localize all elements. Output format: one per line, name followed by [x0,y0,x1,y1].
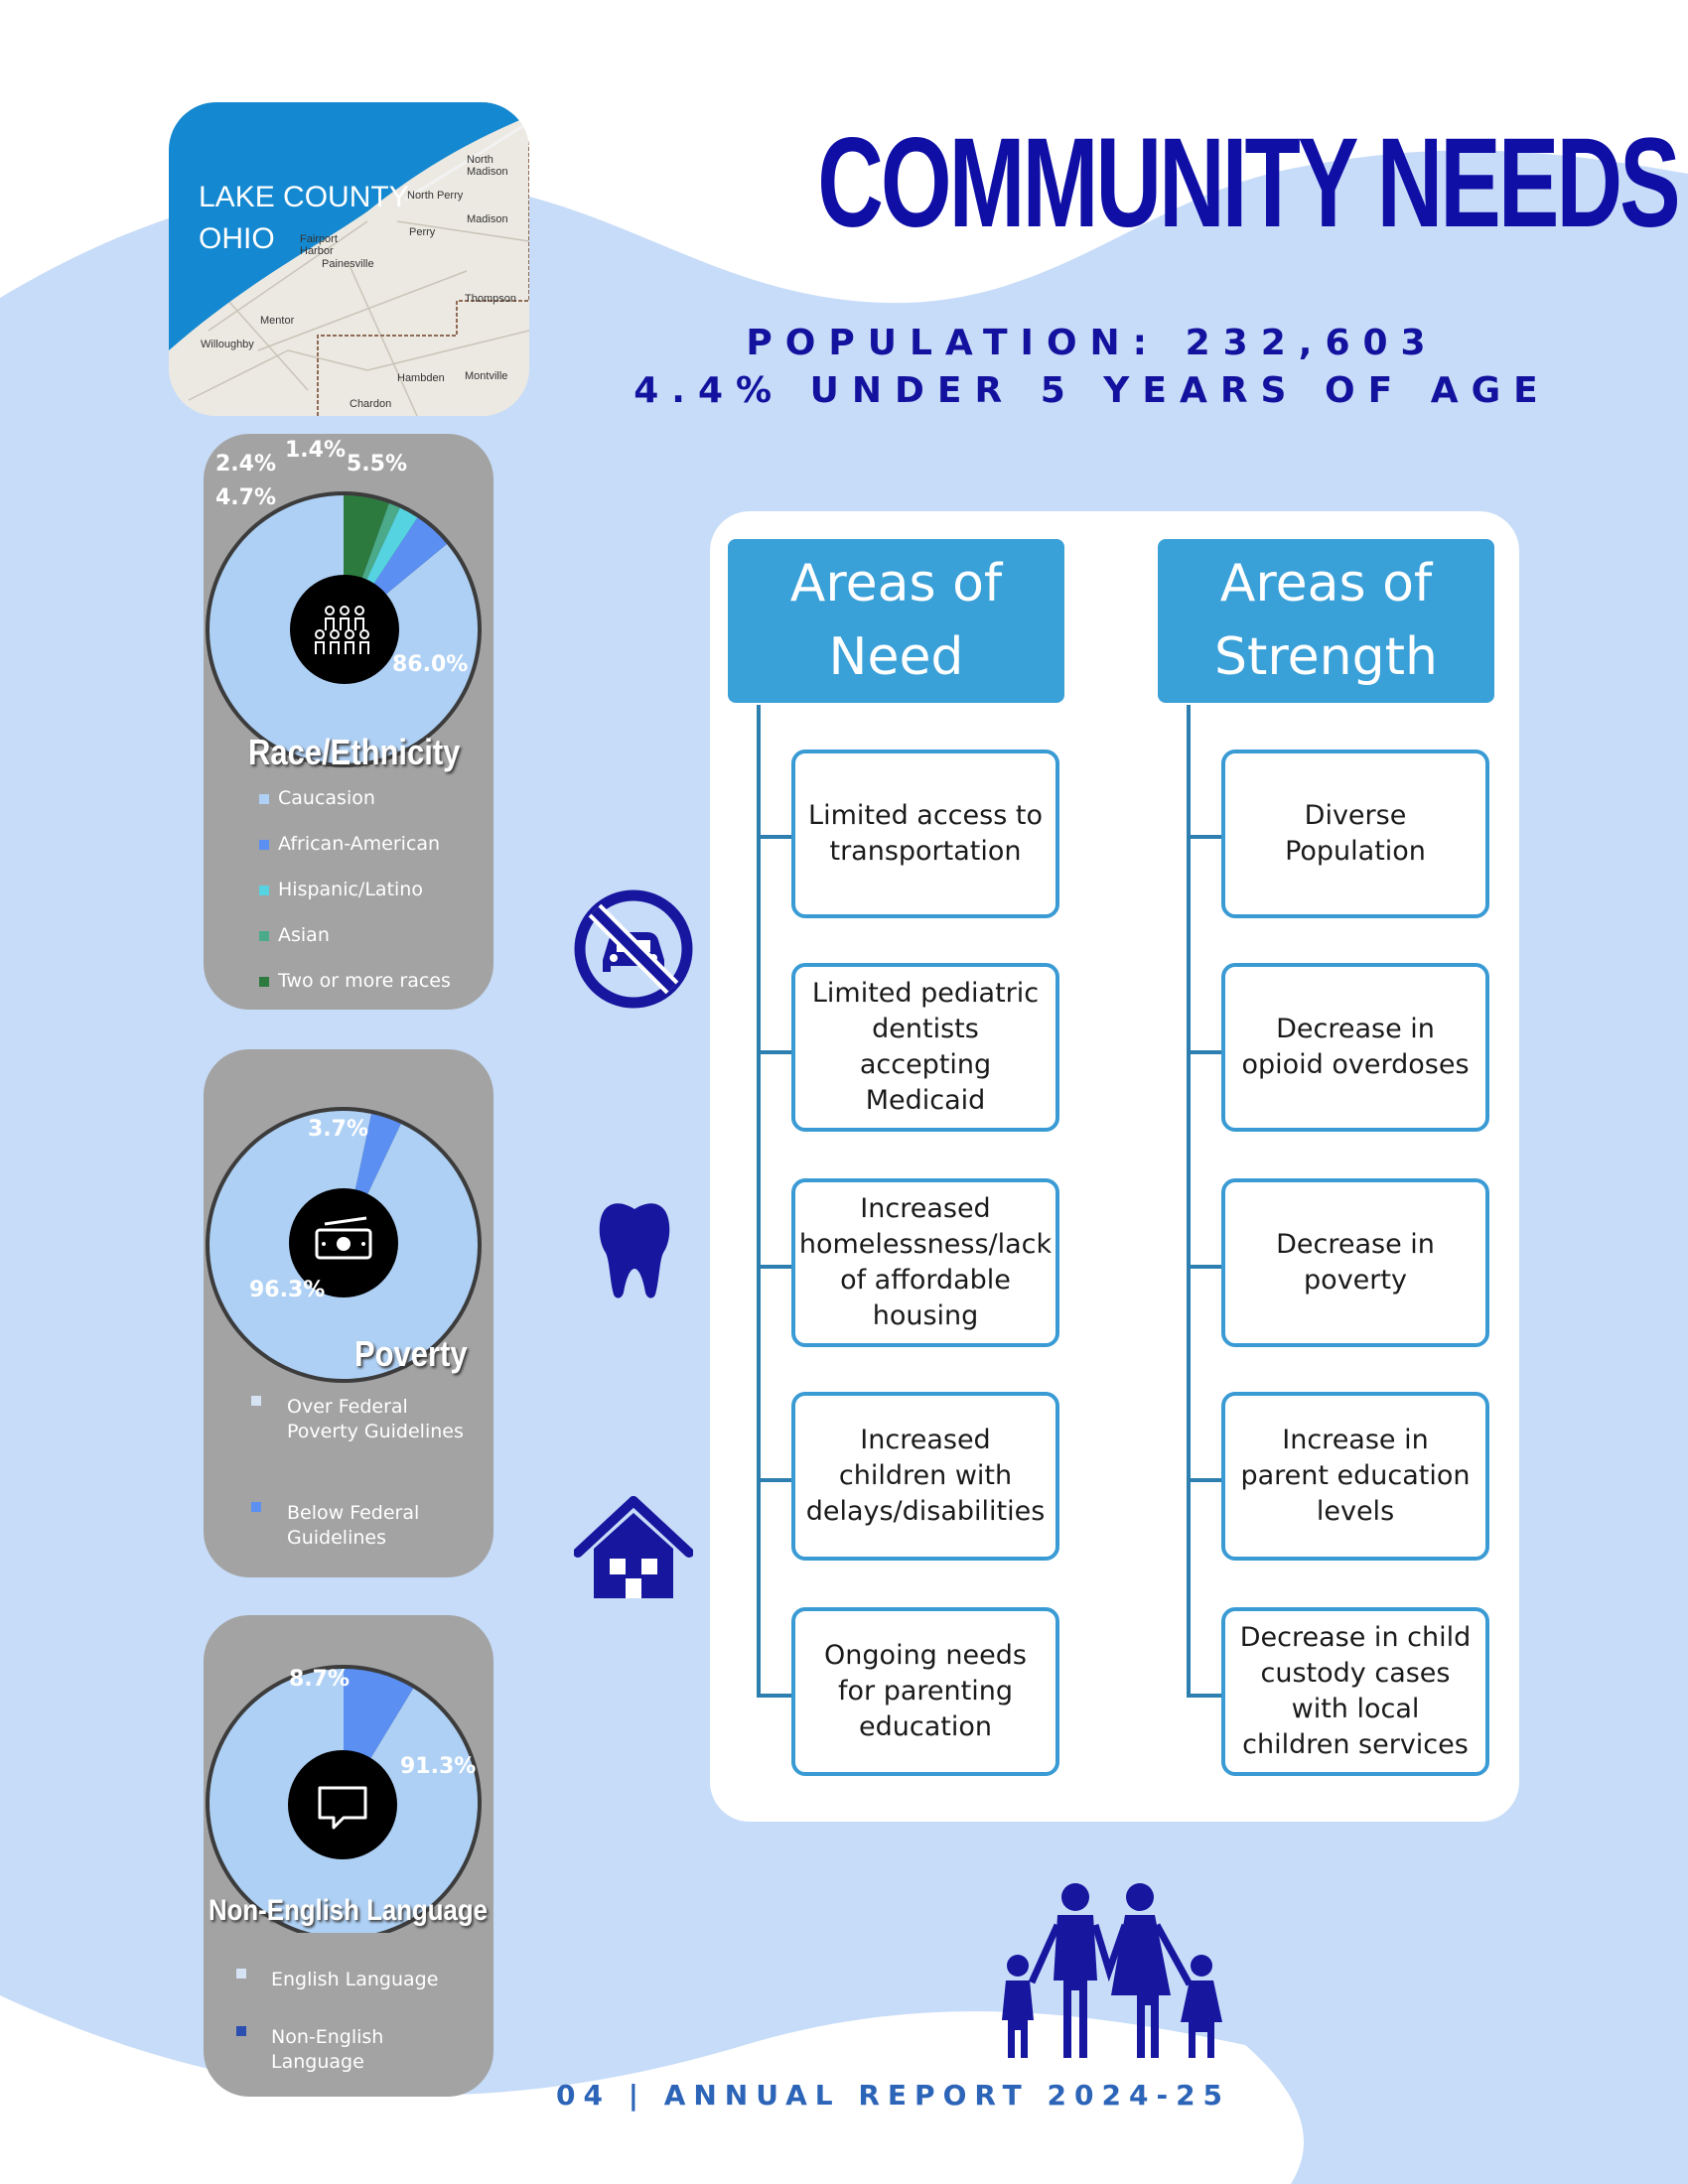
legend-swatch [259,977,269,987]
population-text: POPULATION: 232,603 [746,323,1439,363]
language-label-1: 8.7% [289,1667,351,1692]
language-label-2: 91.3% [400,1754,477,1779]
town-label: Hambden [397,372,445,384]
legend-swatch [259,931,269,941]
strength-item: Decrease in opioid overdoses [1221,963,1489,1132]
race-title: Race/Ethnicity [248,732,461,772]
town-label: North Perry [407,190,464,202]
areas-of-strength-header [1158,539,1494,703]
need-connector-line [757,705,761,1698]
legend-swatch [259,886,269,895]
poverty-label-1: 3.7% [308,1117,369,1142]
town-label: Fairport Harbor [300,233,338,257]
poverty-label-2: 96.3% [249,1278,326,1302]
connector [757,1265,792,1269]
race-ethnicity-card [204,434,493,1010]
race-legend-item: African-American [278,833,441,855]
county-map [169,102,529,416]
map-label-line1: LAKE COUNTY [199,181,409,213]
town-label: Montville [465,370,508,382]
connector [757,1694,792,1698]
page-footer: 04 | ANNUAL REPORT 2024-25 [556,2079,1231,2112]
need-item: Increased children with delays/disabilities [791,1392,1059,1561]
under-five-text: 4.4% UNDER 5 YEARS OF AGE [633,370,1551,411]
connector [1187,1694,1222,1698]
need-item: Limited access to transportation [791,750,1059,918]
poverty-legend-item: Over Federal Poverty Guidelines [287,1396,464,1442]
tooth-icon [596,1201,673,1300]
poverty-title: Poverty [354,1333,468,1374]
connector [1187,835,1222,839]
speech-bubble-icon [288,1750,397,1859]
need-item: Ongoing needs for parenting education [791,1607,1059,1776]
race-label-2: 1.4% [285,438,347,463]
town-label: Thompson [465,293,516,305]
house-icon [574,1495,693,1600]
race-legend-item: Hispanic/Latino [278,879,423,900]
legend-swatch [259,794,269,804]
strength-header-line1: Areas of [1219,554,1433,614]
strength-item: Diverse Population [1221,750,1489,918]
town-label: North Madison [467,154,508,178]
connector [1187,1265,1222,1269]
map-label-line2: OHIO [199,222,275,255]
town-label: Chardon [350,398,392,410]
language-legend-item: Non-English Language [271,2026,384,2073]
strength-header-line2: Strength [1214,627,1438,687]
race-legend-item: Caucasion [278,787,375,809]
family-icon [986,1881,1234,2060]
poverty-card [204,1049,493,1577]
areas-of-need-header [728,539,1064,703]
connector [1187,1050,1222,1054]
race-legend-item: Asian [278,924,330,946]
legend-swatch [251,1502,261,1512]
strength-item: Decrease in poverty [1221,1178,1489,1347]
connector [757,835,792,839]
town-label: Mentor [260,315,295,327]
race-label-1: 2.4% [215,452,277,477]
town-label: Perry [409,226,436,238]
need-header-line2: Need [828,627,964,687]
connector [1187,1478,1222,1482]
connector [757,1478,792,1482]
legend-swatch [259,840,269,850]
legend-swatch [236,1969,246,1979]
strength-item: Increase in parent education levels [1221,1392,1489,1561]
poverty-legend-item: Below Federal Guidelines [287,1502,420,1549]
people-group-icon [290,575,399,684]
no-car-icon [573,888,694,1010]
strength-item: Decrease in child custody cases with local children services [1221,1607,1489,1776]
need-item: Increased homelessness/lack of affordable housing [791,1178,1059,1347]
race-label-5: 86.0% [392,652,469,677]
town-label: Willoughby [201,339,254,350]
legend-swatch [251,1396,261,1406]
town-label: Madison [467,213,508,225]
need-header-line1: Areas of [789,554,1003,614]
race-legend-item: Two or more races [278,970,451,992]
language-legend-item: English Language [271,1969,439,1990]
race-label-3: 5.5% [347,452,408,477]
language-card [204,1615,493,2097]
race-label-4: 4.7% [215,485,277,510]
connector [757,1050,792,1054]
need-item: Limited pediatric dentists accepting Medicaid [791,963,1059,1132]
legend-swatch [236,2026,246,2036]
language-title: Non-English Language [209,1894,488,1927]
town-label: Painesville [322,258,374,270]
page-title: COMMUNITY NEEDS [817,112,1678,254]
strength-connector-line [1187,705,1191,1698]
